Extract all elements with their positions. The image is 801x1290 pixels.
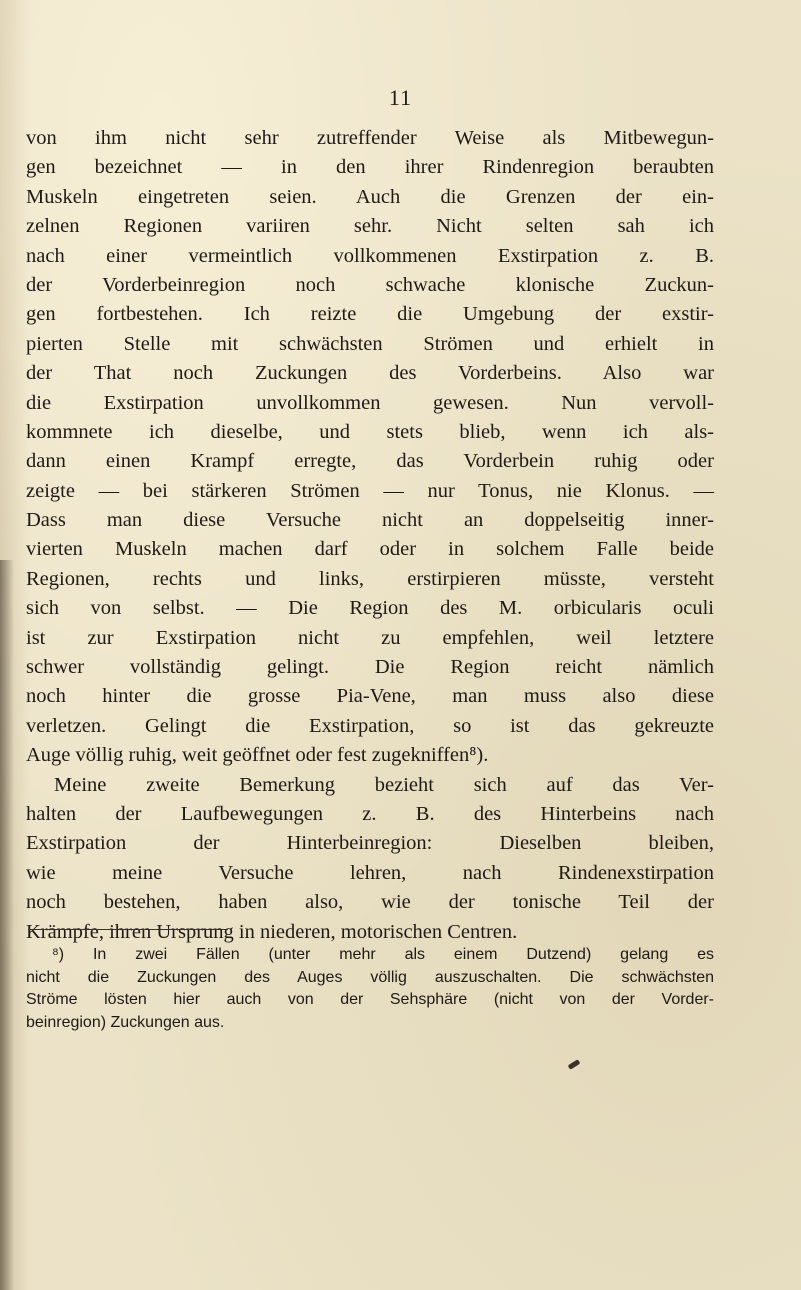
footnote-line: nicht die Zuckungen des Auges völlig auszuschalten. Die schwächsten [26, 968, 714, 986]
text-line: der That noch Zuckungen des Vorderbeins. Also war [26, 362, 714, 385]
text-line: zeigte — bei stärkeren Strömen — nur Tonus, nie Klonus. — [26, 479, 714, 502]
text-line: vierten Muskeln machen darf oder in solchem Falle beide [26, 538, 714, 561]
text-line: wie meine Versuche lehren, nach Rindenexstirpation [26, 861, 714, 884]
text-line: die Exstirpation unvollkommen gewesen. Nun vervoll- [26, 391, 714, 414]
text-line: noch bestehen, haben also, wie der tonische Teil der [26, 891, 714, 914]
text-line: pierten Stelle mit schwächsten Strömen und erhielt in [26, 332, 714, 355]
text-line: Auge völlig ruhig, weit geöffnet oder fest zugekniffen⁸). [26, 744, 489, 767]
body-text [26, 124, 714, 947]
text-line: gen fortbestehen. Ich reizte die Umgebung der exstir- [26, 303, 714, 326]
footnote-divider [28, 929, 228, 930]
text-line: Exstirpation der Hinterbeinregion: Dieselben bleiben, [26, 832, 714, 855]
page-number: 11 [388, 85, 413, 110]
footnote-line: Ströme lösten hier auch von der Sehsphäre (nicht von der Vorder- [26, 991, 714, 1008]
ink-smudge [568, 1059, 581, 1070]
text-line: verletzen. Gelingt die Exstirpation, so ist das gekreuzte [26, 714, 714, 737]
text-line: gen bezeichnet — in den ihrer Rindenregion beraubten [26, 156, 714, 179]
footnotes [26, 944, 714, 1034]
text-line: Meine zweite Bemerkung bezieht sich auf das Ver- [54, 773, 714, 796]
text-line: Krämpfe, ihren Ursprung in niederen, motorischen Centren. [26, 920, 518, 943]
text-line: halten der Laufbewegungen z. B. des Hinterbeins nach [26, 802, 714, 825]
text-line: zelnen Regionen variiren sehr. Nicht selten sah ich [26, 215, 714, 238]
text-line: dann einen Krampf erregte, das Vorderbein ruhig oder [26, 450, 714, 473]
text-line: Muskeln eingetreten seien. Auch die Grenzen der ein- [26, 185, 714, 208]
text-line: von ihm nicht sehr zutreffender Weise als Mitbewegun- [26, 127, 714, 149]
page-edge-shadow [0, 560, 14, 1290]
text-line: Regionen, rechts und links, erstirpieren müsste, versteht [26, 567, 714, 590]
text-line: der Vorderbeinregion noch schwache klonische Zuckun- [26, 273, 714, 296]
text-line: Dass man diese Versuche nicht an doppelseitig inner- [26, 509, 714, 532]
text-line: schwer vollständig gelingt. Die Region reicht nämlich [26, 656, 714, 679]
text-line: noch hinter die grosse Pia-Vene, man muss also diese [26, 685, 714, 708]
footnote-line: ⁸) In zwei Fällen (unter mehr als einem Dutzend) gelang es [52, 946, 714, 963]
text-line: ist zur Exstirpation nicht zu empfehlen, weil letztere [26, 626, 714, 649]
text-line: kommnete ich dieselbe, und stets blieb, wenn ich als- [26, 420, 714, 443]
text-line: nach einer vermeintlich vollkommenen Exstirpation z. B. [26, 244, 714, 267]
footnote-line: beinregion) Zuckungen aus. [26, 1013, 225, 1031]
text-line: sich von selbst. — Die Region des M. orbicularis oculi [26, 597, 714, 620]
